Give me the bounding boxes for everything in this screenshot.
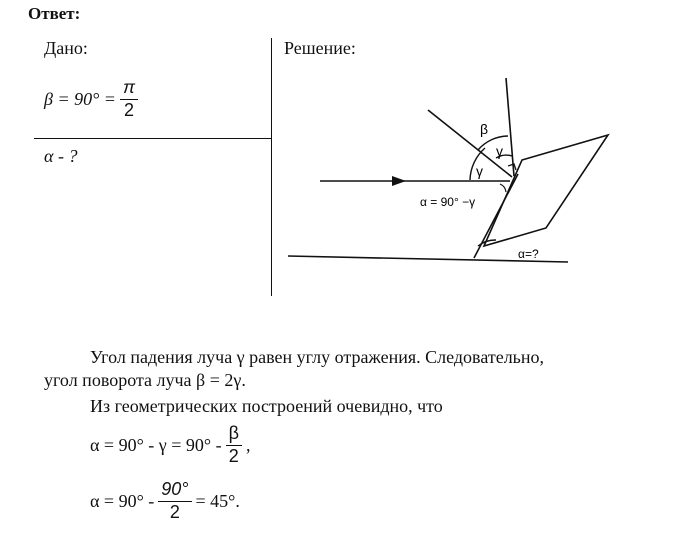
equation-2-tail: = 45°. <box>195 490 240 511</box>
equation-2-numerator: 90° <box>158 480 191 502</box>
given-label: Дано: <box>44 38 88 58</box>
mirror-edge-line <box>474 174 518 258</box>
beta-arc <box>478 136 508 150</box>
equation-1-denominator: 2 <box>228 445 239 466</box>
given-beta-fraction <box>120 78 138 121</box>
normal-line <box>506 78 514 176</box>
beta-label: β <box>480 121 489 137</box>
answer-heading: Ответ: <box>28 4 81 23</box>
equation-2-lhs: α = 90° - <box>90 490 155 511</box>
given-unknown: α - ? <box>44 146 78 166</box>
ray-arrow-head <box>392 176 406 186</box>
table-vertical-divider <box>271 38 272 296</box>
solution-label: Решение: <box>284 38 356 58</box>
equation-2-denominator: 2 <box>169 501 180 522</box>
equation-1-fraction <box>226 424 242 467</box>
text-line-2: угол поворота луча β = 2γ. <box>44 370 246 390</box>
given-beta-lhs: β = 90° = <box>44 88 116 109</box>
equation-2-fraction <box>158 480 191 523</box>
text-line-3: Из геометрических построений очевидно, что <box>90 396 443 416</box>
equation-1-lhs: α = 90° - γ = 90° - <box>90 434 222 455</box>
given-beta-denominator: 2 <box>123 99 134 120</box>
table-horizontal-divider <box>34 138 272 139</box>
right-angle-mark <box>508 164 516 170</box>
text-line-1: Угол падения луча γ равен углу отражения. Следовательно, <box>90 347 545 367</box>
reflection-diagram <box>282 60 632 290</box>
given-beta-numerator: π <box>120 78 138 100</box>
gamma-left-label: γ <box>476 163 483 179</box>
equation-1 <box>90 424 250 467</box>
given-beta-formula <box>44 78 142 121</box>
equation-1-numerator: β <box>226 424 242 446</box>
equation-1-tail: , <box>245 434 251 455</box>
alpha-arc-mid <box>500 184 506 192</box>
alpha-question-label: α=? <box>518 247 539 261</box>
gamma-top-label: γ <box>496 143 503 159</box>
alpha-expression-label: α = 90° −γ <box>420 195 476 209</box>
equation-2 <box>90 480 240 523</box>
